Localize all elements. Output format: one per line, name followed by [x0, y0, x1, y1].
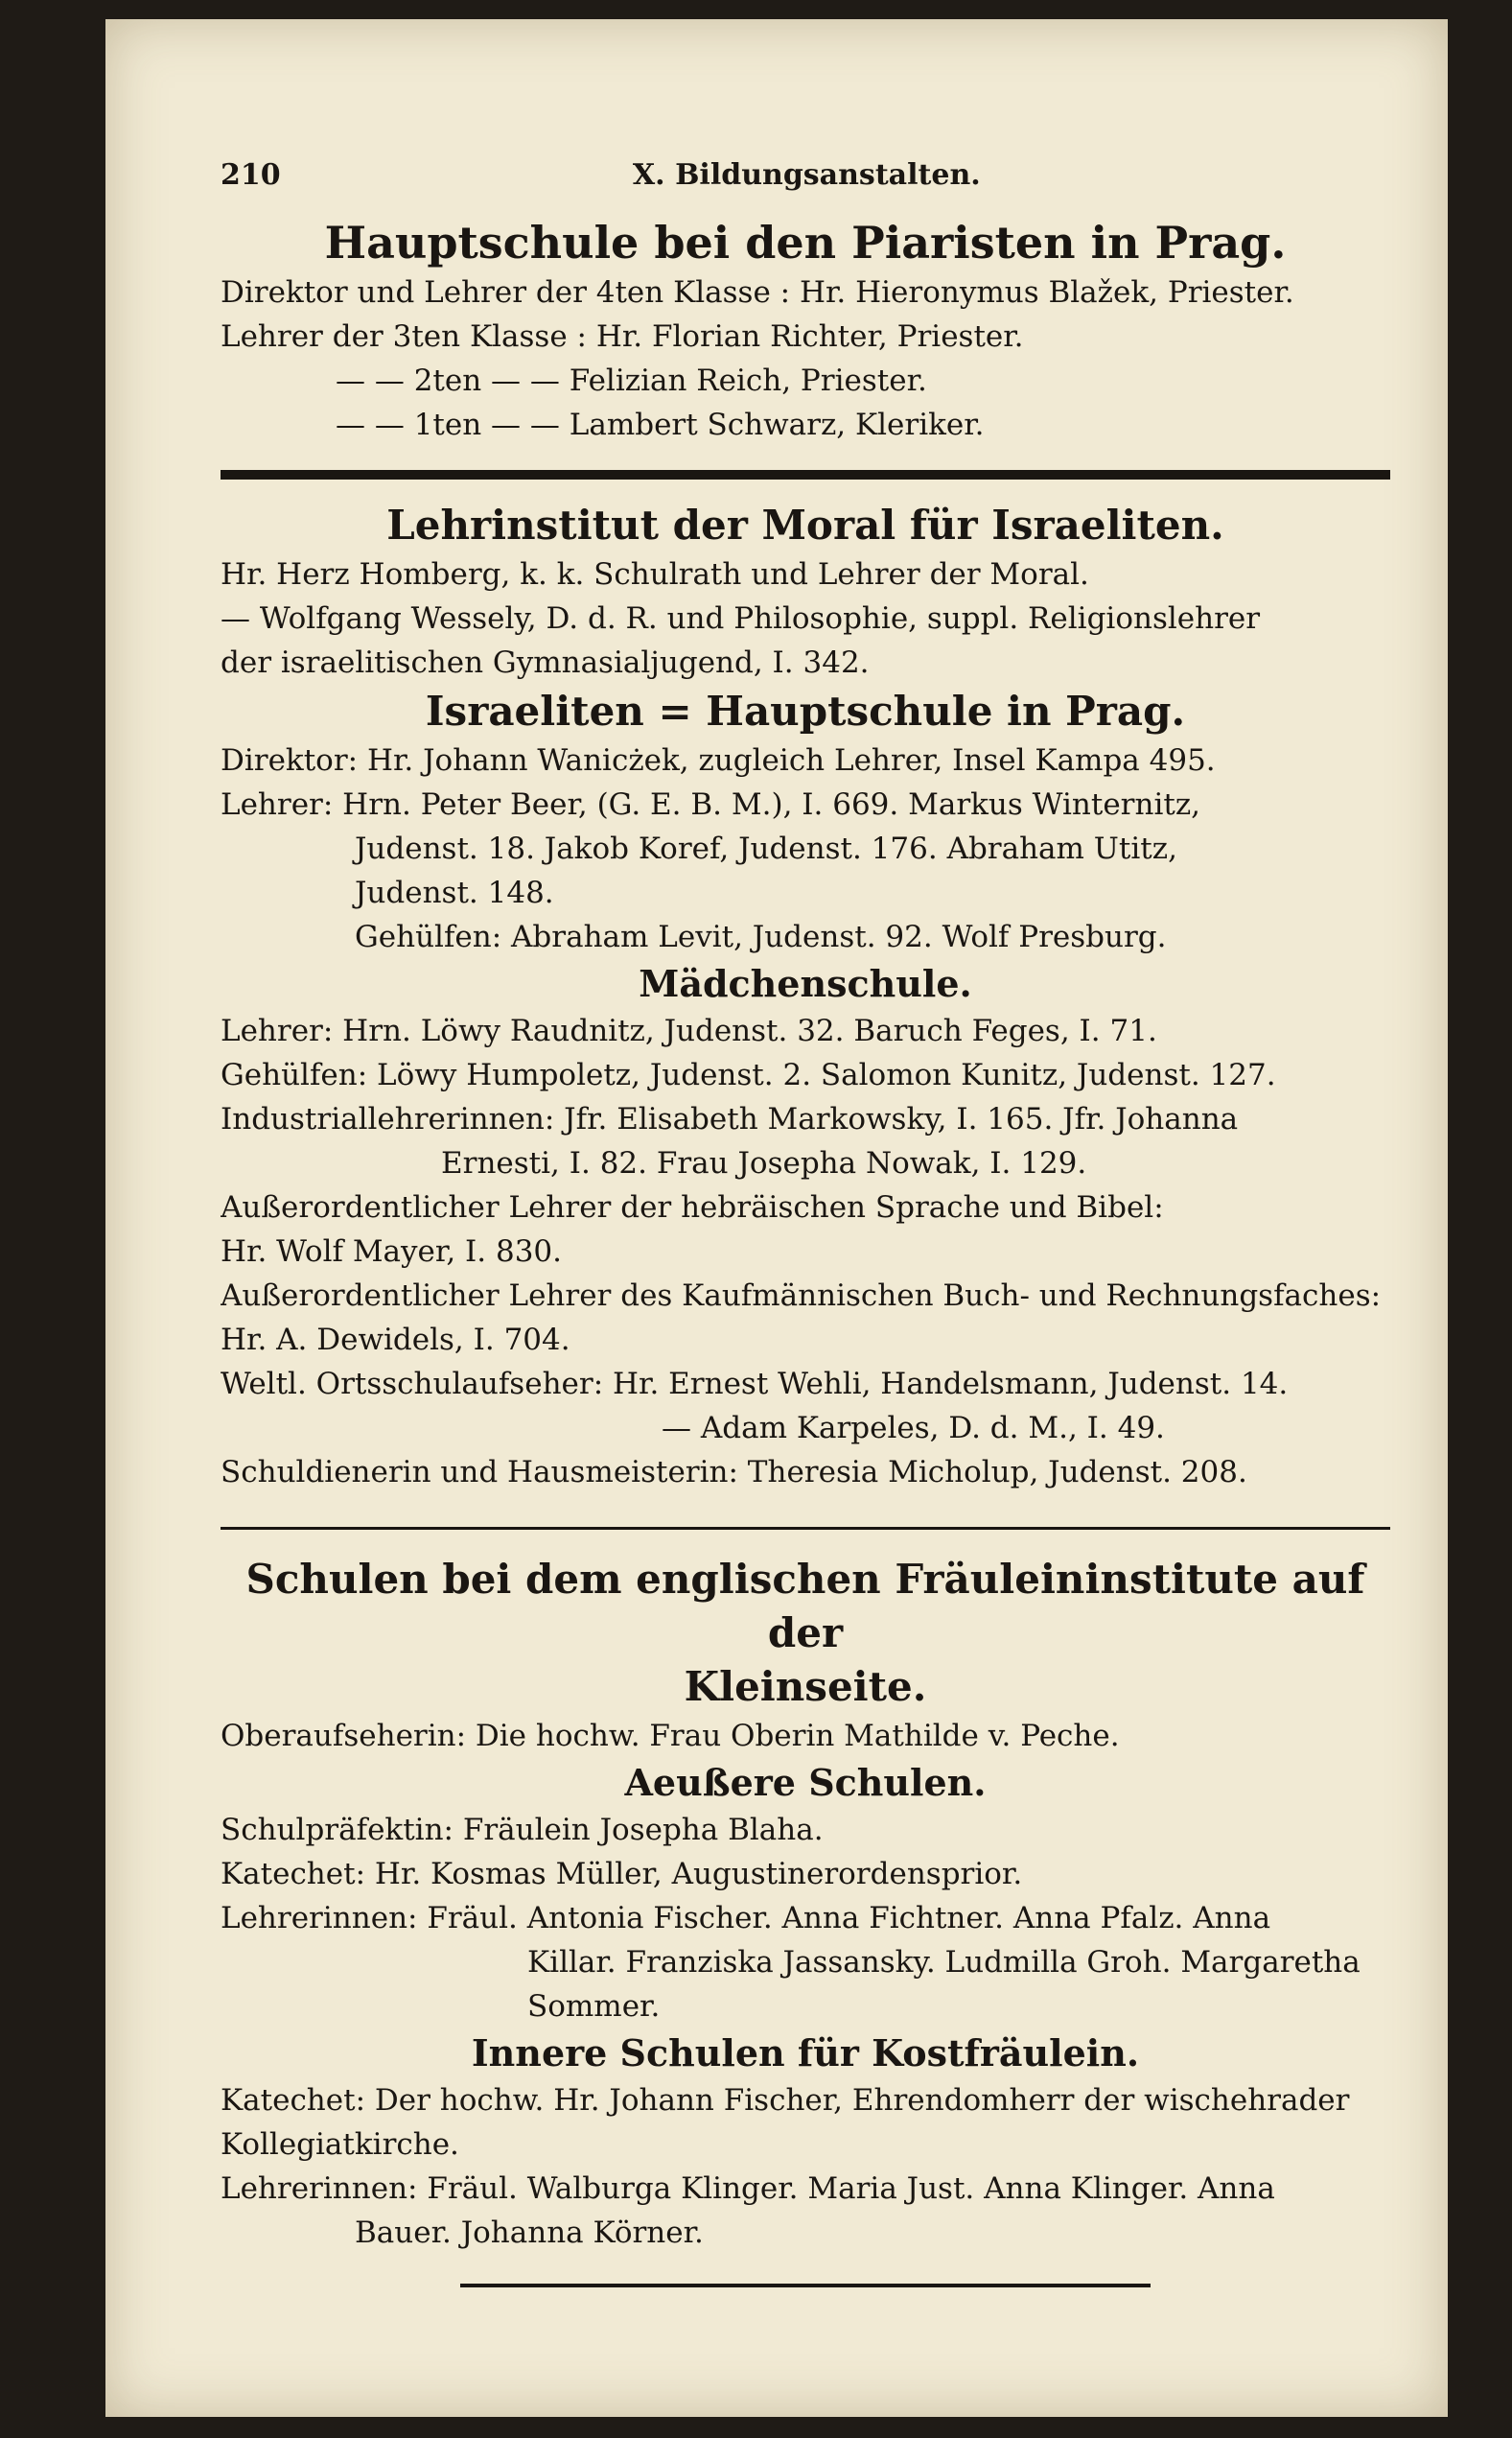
text-line: Hr. Wolf Mayer, I. 830.	[221, 1234, 563, 1269]
text-line: Bauer. Johanna Körner.	[355, 2215, 704, 2250]
text-line: Direktor: Hr. Johann Wanicżek, zugleich Lehrer, Insel Kampa 495.	[221, 743, 1216, 778]
text-line: Sommer.	[527, 1989, 661, 2024]
text-line: Katechet: Der hochw. Hr. Johann Fischer, Ehrendomherr der wischehrader	[221, 2083, 1350, 2118]
text-line: Weltl. Ortsschulaufseher: Hr. Ernest Wehli, Handelsmann, Judenst. 14.	[221, 1367, 1289, 1401]
text-line: — — 2ten — — Felizian Reich, Priester.	[336, 363, 927, 398]
text-line: Lehrer: Hrn. Löwy Raudnitz, Judenst. 32. Baruch Feges, I. 71.	[221, 1014, 1157, 1048]
text-line: Hr. A. Dewidels, I. 704.	[221, 1323, 570, 1357]
text-line: Kollegiatkirche.	[221, 2127, 459, 2162]
running-title: X. Bildungsanstalten.	[632, 158, 981, 192]
text-line: Ernesti, I. 82. Frau Josepha Nowak, I. 129.	[441, 1146, 1087, 1181]
text-line: Außerordentlicher Lehrer des Kaufmännischen Buch- und Rechnungsfaches:	[221, 1278, 1382, 1313]
book-page	[105, 19, 1448, 2417]
text-line: Schulpräfektin: Fräulein Josepha Blaha.	[221, 1813, 824, 1847]
section-title-piaristen: Hauptschule bei den Piaristen in Prag.	[324, 217, 1287, 269]
text-line: der israelitischen Gymnasialjugend, I. 342.	[221, 645, 870, 680]
text-line: Lehrer der 3ten Klasse : Hr. Florian Richter, Priester.	[221, 319, 1024, 354]
section-title-englische-fraeulein-1: Schulen bei dem englischen Fräuleininstitute auf der	[245, 1556, 1365, 1656]
section-divider	[221, 470, 1390, 480]
page-content	[221, 153, 1390, 2287]
text-line: — Adam Karpeles, D. d. M., I. 49.	[662, 1411, 1165, 1445]
section-title-innere-schulen: Innere Schulen für Kostfräulein.	[471, 2031, 1140, 2075]
page-number: 210	[221, 158, 281, 192]
text-line: — Wolfgang Wessely, D. d. R. und Philosophie, suppl. Religionslehrer	[221, 601, 1261, 636]
text-line: Außerordentlicher Lehrer der hebräischen Sprache und Bibel:	[221, 1190, 1164, 1225]
text-line: Lehrer: Hrn. Peter Beer, (G. E. B. M.), I. 669. Markus Winternitz,	[221, 787, 1201, 822]
text-line: Judenst. 148.	[355, 876, 554, 910]
running-header	[221, 153, 1390, 198]
text-line: Hr. Herz Homberg, k. k. Schulrath und Lehrer der Moral.	[221, 557, 1089, 592]
text-line: Gehülfen: Löwy Humpoletz, Judenst. 2. Salomon Kunitz, Judenst. 127.	[221, 1058, 1276, 1092]
text-line: Judenst. 18. Jakob Koref, Judenst. 176. Abraham Utitz,	[355, 832, 1177, 866]
section-title-englische-fraeulein-2: Kleinseite.	[684, 1663, 927, 1710]
text-line: Lehrerinnen: Fräul. Antonia Fischer. Anna Fichtner. Anna Pfalz. Anna	[221, 1901, 1271, 1935]
section-title-aeussere-schulen: Aeußere Schulen.	[624, 1761, 987, 1804]
text-line: Killar. Franziska Jassansky. Ludmilla Groh. Margaretha	[527, 1945, 1361, 1980]
text-line: Oberaufseherin: Die hochw. Frau Oberin Mathilde v. Peche.	[221, 1719, 1120, 1753]
text-line: Katechet: Hr. Kosmas Müller, Augustinerordensprior.	[221, 1857, 1023, 1891]
section-title-moral: Lehrinstitut der Moral für Israeliten.	[386, 502, 1224, 549]
text-line: Gehülfen: Abraham Levit, Judenst. 92. Wolf Presburg.	[355, 920, 1167, 954]
text-line: Direktor und Lehrer der 4ten Klasse : Hr. Hieronymus Blažek, Priester.	[221, 275, 1294, 310]
text-line: Lehrerinnen: Fräul. Walburga Klinger. Maria Just. Anna Klinger. Anna	[221, 2171, 1275, 2206]
text-line: Schuldienerin und Hausmeisterin: Theresia Micholup, Judenst. 208.	[221, 1455, 1247, 1489]
text-line: — — 1ten — — Lambert Schwarz, Kleriker.	[336, 408, 985, 442]
section-title-maedchenschule: Mädchenschule.	[639, 962, 972, 1005]
text-line: Industriallehrerinnen: Jfr. Elisabeth Markowsky, I. 165. Jfr. Johanna	[221, 1102, 1239, 1137]
section-divider	[221, 1527, 1390, 1530]
section-title-israeliten-hauptschule: Israeliten = Hauptschule in Prag.	[425, 688, 1186, 735]
closing-divider	[460, 2284, 1151, 2287]
